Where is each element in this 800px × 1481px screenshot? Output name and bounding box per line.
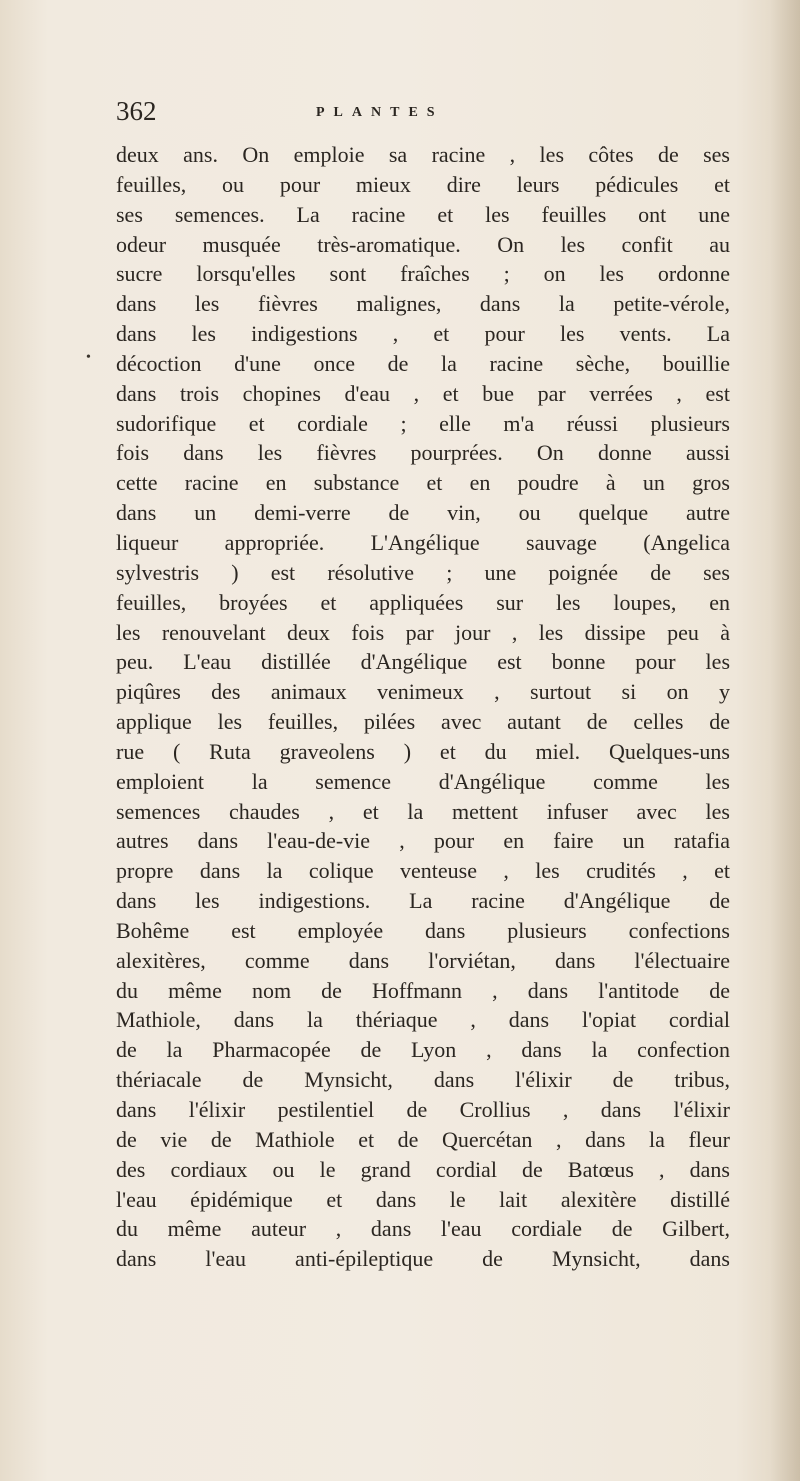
text-line: alexitères, comme dans l'orviétan, dans l'électuaire [116,947,730,973]
text-line: peu. L'eau distillée d'Angélique est bonne pour les [116,649,730,675]
text-line: Mathiole, dans la thériaque , dans l'opiat cordial [116,1007,730,1033]
text-line: feuilles, ou pour mieux dire leurs pédicules et [116,171,730,197]
body-text [116,140,730,1274]
text-line: semences chaudes , et la mettent infuser avec les [116,798,730,824]
text-line: autres dans l'eau-de-vie , pour en faire un ratafia [116,828,730,854]
text-line: dans les indigestions , et pour les vents. La [116,321,730,347]
page-number: 362 [116,96,157,126]
text-line: du même nom de Hoffmann , dans l'antitode de [116,977,730,1003]
text-line: dans un demi-verre de vin, ou quelque autre [116,500,730,526]
text-line: Bohême est employée dans plusieurs confections [116,917,730,943]
text-line: des cordiaux ou le grand cordial de Batœus , dans [116,1156,730,1182]
text-line: dans l'élixir pestilentiel de Crollius , dans l'élixir [116,1097,730,1122]
text-line: dans l'eau anti-épileptique de Mynsicht, dans [116,1246,730,1272]
text-line: les renouvelant deux fois par jour , les dissipe peu à [116,619,730,645]
text-line: thériacale de Mynsicht, dans l'élixir de tribus, [116,1067,730,1093]
text-line: de vie de Mathiole et de Quercétan , dans la fleur [116,1126,730,1152]
text-line: l'eau épidémique et dans le lait alexitère distillé [116,1186,730,1212]
text-line: cette racine en substance et en poudre à un gros [116,470,730,496]
text-line: sucre lorsqu'elles sont fraîches ; on les ordonne [116,261,730,287]
text-line: dans trois chopines d'eau , et bue par verrées , est [116,380,730,406]
page-edge-shadow [770,0,800,1481]
margin-mark: • [86,350,91,365]
text-line: de la Pharmacopée de Lyon , dans la confection [116,1037,730,1063]
text-line: odeur musquée très-aromatique. On les confit au [116,231,730,257]
text-line: décoction d'une once de la racine sèche, bouillie [116,350,730,376]
text-line: feuilles, broyées et appliquées sur les loupes, en [116,589,730,615]
text-line: du même auteur , dans l'eau cordiale de Gilbert, [116,1216,730,1242]
text-line: propre dans la colique venteuse , les crudités , et [116,858,730,884]
text-line: dans les fièvres malignes, dans la petite-vérole, [116,291,730,317]
text-line: deux ans. On emploie sa racine , les côtes de ses [116,142,730,167]
text-line: liqueur appropriée. L'Angélique sauvage (Angelica [116,529,730,555]
text-line: applique les feuilles, pilées avec autant de celles de [116,709,730,735]
page-header [116,96,536,136]
text-line: fois dans les fièvres pourprées. On donne aussi [116,440,730,466]
text-line: ses semences. La racine et les feuilles ont une [116,201,730,227]
text-line: emploient la semence d'Angélique comme les [116,768,730,794]
text-line: sudorifique et cordiale ; elle m'a réussi plusieurs [116,410,730,436]
text-line: rue ( Ruta graveolens ) et du miel. Quelques-uns [116,738,730,764]
text-line: sylvestris ) est résolutive ; une poignée de ses [116,559,730,585]
text-line: dans les indigestions. La racine d'Angélique de [116,888,730,914]
running-head: PLANTES [316,105,444,120]
text-line: piqûres des animaux venimeux , surtout si on y [116,679,730,705]
